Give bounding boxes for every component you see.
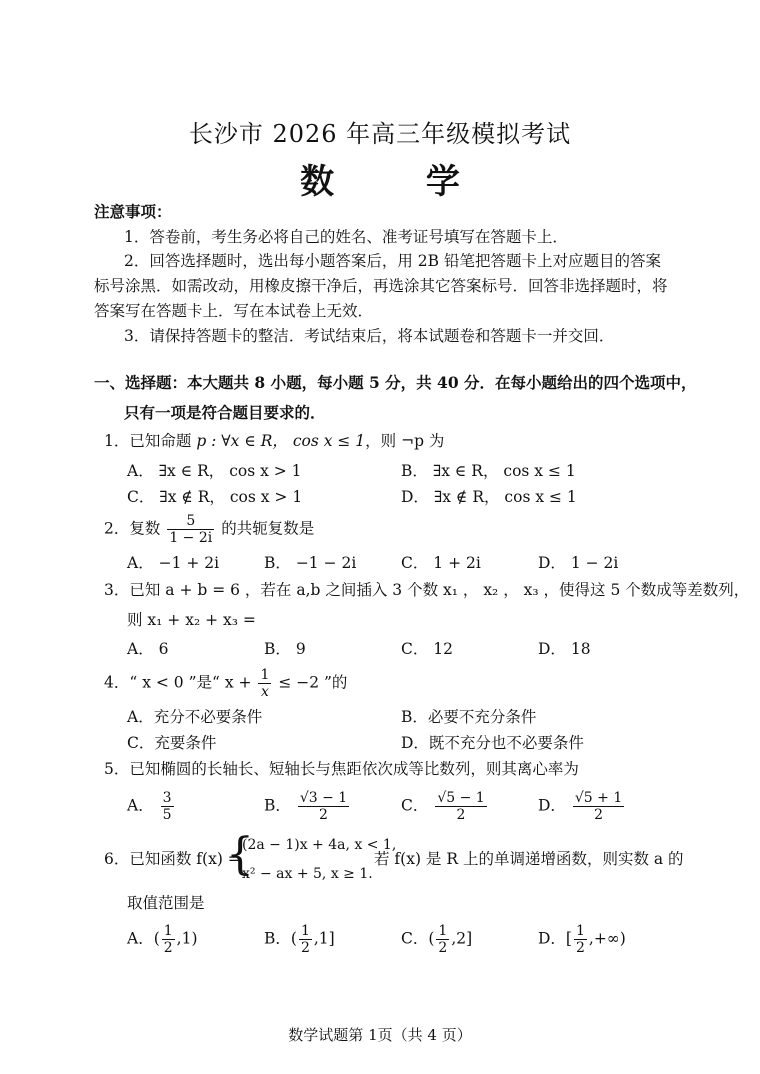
q5-b-label: B． bbox=[264, 796, 291, 815]
q6-option-d bbox=[538, 923, 626, 956]
notice-item-1: 1．答卷前，考生务必将自己的姓名、准考证号填写在答题卡上． bbox=[124, 228, 568, 246]
q5-d-den: 2 bbox=[594, 807, 604, 823]
q4-option-c: C．充要条件 bbox=[127, 734, 217, 752]
q6-case-1: (2a − 1)x + 4a, x < 1, bbox=[242, 837, 397, 853]
q6-stem-post: 若 f(x) 是 R 上的单调递增函数，则实数 a 的 bbox=[374, 850, 684, 868]
section-1-heading: 一、选择题：本大题共 8 小题，每小题 5 分，共 40 分．在每小题给出的四个选项中， bbox=[94, 373, 697, 392]
q2-stem-post: 的共轭复数是 bbox=[221, 519, 315, 538]
q3-option-d: D． 18 bbox=[538, 640, 591, 658]
q6-d-tail: ,+∞) bbox=[588, 929, 626, 948]
question-2-stem bbox=[104, 513, 314, 546]
q6-stem-line-2: 取值范围是 bbox=[127, 894, 205, 912]
q1-option-c: C． ∃x ∉ R， cos x > 1 bbox=[127, 488, 303, 506]
q6-a-label: A．( bbox=[127, 929, 160, 948]
q6-a-num: 1 bbox=[163, 923, 173, 939]
q6-b-label: B．( bbox=[264, 929, 297, 948]
q1-option-b: B． ∃x ∈ R， cos x ≤ 1 bbox=[401, 462, 576, 480]
q3-option-b: B． 9 bbox=[264, 640, 306, 658]
q4-option-b: B．必要不充分条件 bbox=[401, 708, 537, 726]
q5-c-fraction bbox=[435, 790, 486, 823]
q4-stem-pre: 4．“ x < 0 ”是“ x + bbox=[104, 673, 252, 692]
q5-b-den: 2 bbox=[319, 807, 328, 823]
page-footer: 数学试题第 1页（共 4 页） bbox=[288, 1026, 472, 1044]
q4-fraction bbox=[258, 667, 271, 700]
q4-option-a: A．充分不必要条件 bbox=[127, 708, 263, 726]
notice-item-3: 3．请保持答题卡的整洁．考试结束后，将本试题卷和答题卡一并交回． bbox=[124, 327, 615, 345]
q4-frac-den: x bbox=[260, 684, 269, 700]
q2-option-b: B． −1 − 2i bbox=[264, 554, 357, 572]
q6-a-fraction bbox=[162, 923, 175, 956]
notice-item-2-line-2: 标号涂黑．如需改动，用橡皮擦干净后，再选涂其它答案标号．回答非选择题时，将 bbox=[94, 277, 668, 295]
q1-stem-post: ，则 ¬p 为 bbox=[365, 432, 445, 450]
question-3-line-1: 3．已知 a + b = 6 ，若在 a,b 之间插入 3 个数 x₁ ， x₂ ， x₃ ，使得这 5 个数成等差数列， bbox=[104, 581, 750, 599]
q5-option-b bbox=[264, 790, 351, 823]
q5-option-c bbox=[401, 790, 489, 823]
q2-frac-num: 5 bbox=[167, 513, 214, 530]
q6-option-a bbox=[127, 923, 198, 956]
q5-a-label: A． bbox=[127, 796, 154, 815]
q5-c-num: √5 − 1 bbox=[437, 790, 485, 806]
q3-option-a: A． 6 bbox=[127, 640, 169, 658]
q2-fraction bbox=[167, 513, 214, 546]
exam-title: 长沙市 2026 年高三年级模拟考试 bbox=[188, 120, 572, 148]
q1-option-a: A． ∃x ∈ R， cos x > 1 bbox=[127, 462, 302, 480]
q6-b-den: 2 bbox=[300, 940, 310, 956]
q5-c-label: C． bbox=[401, 796, 429, 815]
q5-a-den: 5 bbox=[162, 807, 172, 823]
q6-c-fraction bbox=[436, 923, 449, 956]
question-1-stem bbox=[104, 431, 444, 451]
q6-d-num: 1 bbox=[575, 923, 585, 939]
q2-stem-pre: 2．复数 bbox=[104, 519, 161, 538]
subject-title: 数 学 bbox=[300, 162, 500, 202]
q6-c-num: 1 bbox=[438, 923, 448, 939]
q5-b-num: √3 − 1 bbox=[299, 790, 348, 806]
q5-d-num: √5 + 1 bbox=[574, 790, 623, 806]
q1-stem-math: p : ∀x ∈ R， cos x ≤ 1 bbox=[196, 432, 366, 450]
q2-option-d: D． 1 − 2i bbox=[538, 554, 619, 572]
q2-frac-den: 1 − 2i bbox=[169, 530, 213, 546]
q4-stem-post: ≤ −2 ”的 bbox=[278, 673, 348, 692]
notice-item-2-line-1: 2．回答选择题时，选出每小题答案后，用 2B 铅笔把答题卡上对应题目的答案 bbox=[124, 252, 661, 270]
q6-a-den: 2 bbox=[163, 940, 173, 956]
question-5-stem: 5．已知椭圆的长轴长、短轴长与焦距依次成等比数列，则其离心率为 bbox=[104, 760, 579, 778]
q5-b-fraction bbox=[298, 790, 349, 823]
q2-option-a: A． −1 + 2i bbox=[127, 554, 220, 572]
section-1-subheading: 只有一项是符合题目要求的． bbox=[124, 403, 326, 422]
q6-brace: { bbox=[226, 829, 254, 880]
q2-option-c: C． 1 + 2i bbox=[401, 554, 481, 572]
q6-case-2: x² − ax + 5, x ≥ 1. bbox=[242, 866, 373, 882]
q6-stem-pre: 6．已知函数 f(x) = bbox=[104, 850, 241, 868]
q5-d-label: D． bbox=[538, 796, 566, 815]
q6-option-b bbox=[264, 923, 335, 956]
notice-heading: 注意事项： bbox=[94, 202, 172, 221]
q6-d-fraction bbox=[574, 923, 587, 956]
q5-a-fraction bbox=[161, 790, 174, 823]
q6-c-den: 2 bbox=[438, 940, 448, 956]
q6-option-c bbox=[401, 923, 472, 956]
notice-item-2-line-3: 答案写在答题卡上．写在本试卷上无效． bbox=[94, 302, 374, 320]
question-3-line-2: 则 x₁ + x₂ + x₃ = bbox=[127, 611, 256, 629]
q5-c-den: 2 bbox=[456, 807, 466, 823]
q6-d-den: 2 bbox=[575, 940, 585, 956]
q5-d-fraction bbox=[573, 790, 624, 823]
q6-c-label: C．( bbox=[401, 929, 435, 948]
q4-frac-num: 1 bbox=[260, 667, 270, 683]
q6-b-fraction bbox=[299, 923, 312, 956]
q5-option-d bbox=[538, 790, 626, 823]
q6-b-tail: ,1] bbox=[313, 929, 335, 948]
q6-b-num: 1 bbox=[300, 923, 310, 939]
q4-option-d: D．既不充分也不必要条件 bbox=[401, 734, 584, 752]
q6-c-tail: ,2] bbox=[451, 929, 473, 948]
q3-option-c: C． 12 bbox=[401, 640, 454, 658]
q6-a-tail: ,1) bbox=[176, 929, 198, 948]
question-4-stem bbox=[104, 667, 347, 700]
q1-stem-pre: 1．已知命题 bbox=[104, 432, 192, 450]
q5-option-a bbox=[127, 790, 176, 823]
q5-a-num: 3 bbox=[162, 790, 172, 806]
q6-d-label: D．[ bbox=[538, 929, 572, 948]
q1-option-d: D． ∃x ∉ R， cos x ≤ 1 bbox=[401, 488, 577, 506]
